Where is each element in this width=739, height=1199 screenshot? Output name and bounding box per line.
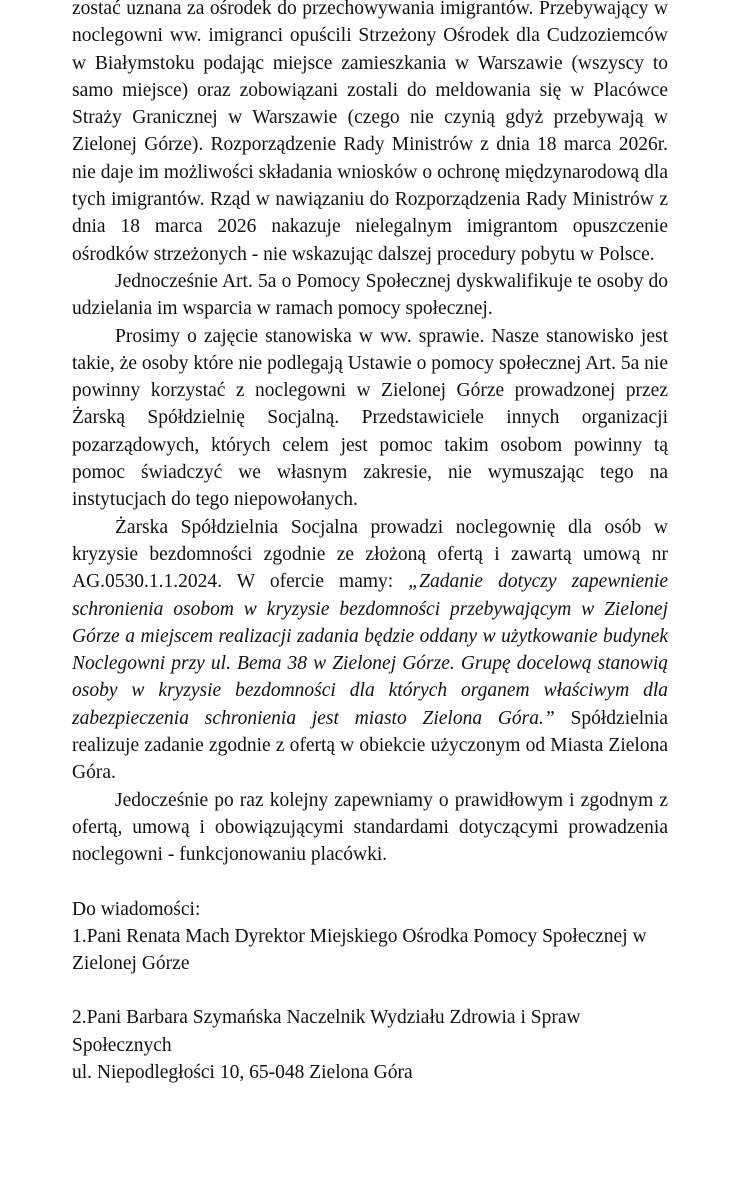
cc-heading: Do wiadomości:	[72, 898, 201, 920]
offer-quote: „Zadanie dotyczy zapewnienie schronienia osobom w kryzysie bezdomności przebywającym w Zielonej Górze a miejscem realizacji zadania będzie oddany w użytkowanie budynek Noclegowni przy ul. Bema 38 w Zielonej Górze. Grupę docelową stanowią osoby w kryzysie bezdomności dla których organem właściwym dla zabezpieczenia schronienia jest miasto Zielona Góra.”	[72, 571, 668, 729]
spacer	[72, 977, 668, 1004]
paragraph-4	[72, 514, 668, 787]
cc-recipient-2-address: ul. Niepodległości 10, 65-048 Zielona Góra	[72, 1061, 413, 1083]
document-page	[72, 0, 668, 1086]
cc-recipient-1: 1.Pani Renata Mach Dyrektor Miejskiego Ośrodka Pomocy Społecznej w Zielonej Górze	[72, 925, 647, 975]
paragraph-3: Prosimy o zajęcie stanowiska w ww. sprawie. Nasze stanowisko jest takie, że osoby które nie podlegają Ustawie o pomocy społecznej Art. 5a nie powinny korzystać z noclegowni w Zielonej Górze prowadzonej przez Żarską Spółdzielnię Socjalną. Przedstawiciele innych organizacji pozarządowych, których celem jest pomoc takim osobom powinny tą pomoc świadczyć we własnym zakresie, nie wymuszając tego na instytucjach do tego niepowołanych.	[72, 325, 668, 511]
cc-recipient-2: 2.Pani Barbara Szymańska Naczelnik Wydziału Zdrowia i Spraw Społecznych	[72, 1007, 581, 1056]
paragraph-2: Jednocześnie Art. 5a o Pomocy Społecznej dyskwalifikuje te osoby do udzielania im wsparcia w ramach pomocy społecznej.	[72, 270, 668, 320]
paragraph-4-end: Spółdzielnia realizuje zadanie zgodnie z ofertą w obiekcie użyczonym od Miasta Zielona Góra.	[72, 707, 669, 784]
paragraph-5: Jedocześnie po raz kolejny zapewniamy o prawidłowym i zgodnym z ofertą, umową i obowiązującymi standardami dotyczącymi prowadzenia noclegowni - funkcjonowaniu placówki.	[72, 789, 668, 866]
paragraph-4-intro: Żarska Spółdzielnia Socjalna prowadzi noclegownię dla osób w kryzysie bezdomności zgodnie ze złożoną ofertą i zawartą umową nr AG.0530.1.1.2024. W ofercie mamy:	[72, 516, 668, 593]
paragraph-1: zostać uznana za ośrodek do przechowywania imigrantów. Przebywający w noclegowni ww. imigranci opuścili Strzeżony Ośrodek dla Cudzoziemców w Białymstoku podając miejsce zamieszkania w Warszawie (wszyscy to samo miejsce) oraz zobowiązani zostali do meldowania się w Placówce Straży Granicznej w Warszawie (czego nie czynią gdyż przebywają w Zielonej Górze). Rozporządzenie Rady Ministrów z dnia 18 marca 2026r. nie daje im możliwości składania wniosków o ochronę międzynarodową dla tych imigrantów. Rząd w nawiązaniu do Rozporządzenia Rady Ministrów z dnia 18 marca 2026 nakazuje nielegalnym imigrantom opuszczenie ośrodków strzeżonych - nie wskazując dalszej procedury pobytu w Polsce.	[72, 0, 668, 265]
spacer	[72, 869, 668, 896]
